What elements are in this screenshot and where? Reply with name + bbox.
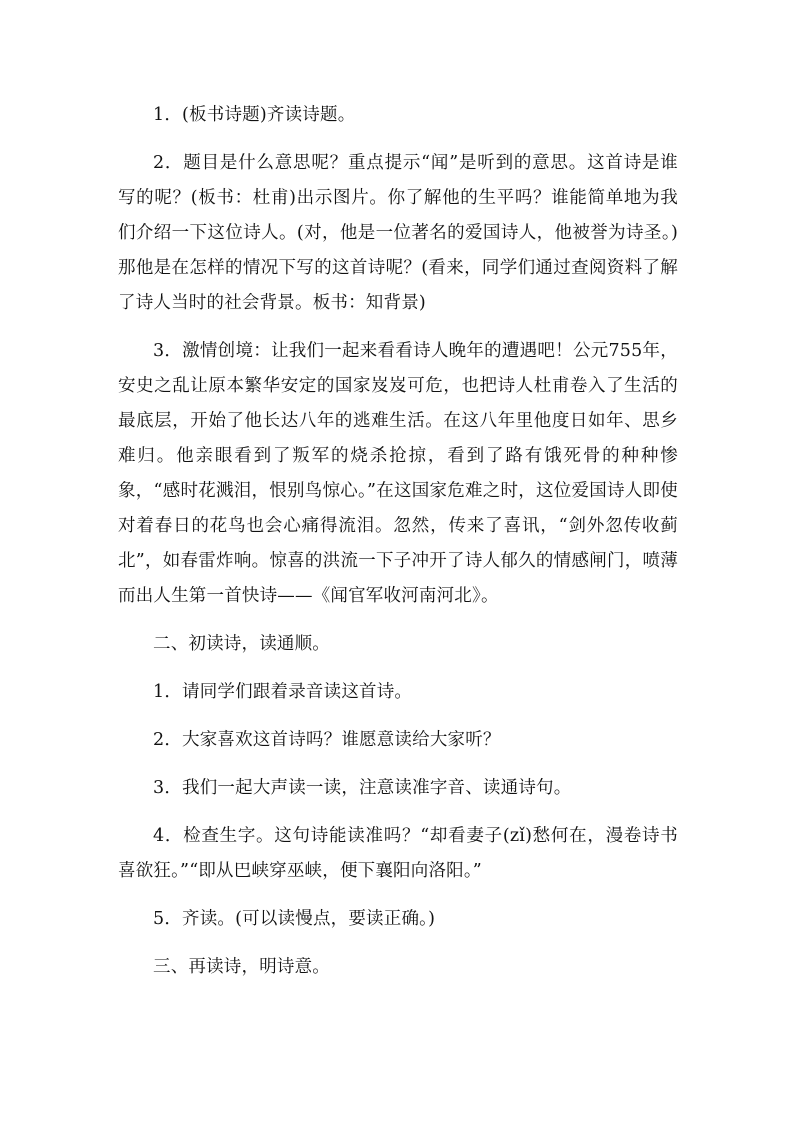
paragraph-1: 1．(板书诗题)齐读诗题。 xyxy=(153,105,356,125)
document-page xyxy=(118,98,678,998)
section-heading-3: 三、再读诗，明诗意。 xyxy=(153,957,330,977)
paragraph-7: 4．检查生字。这句诗能读准吗？“却看妻子(zǐ)愁何在，漫卷诗书喜欲狂。”“即从巴峡穿巫峡，便下襄阳向洛阳。” xyxy=(118,826,678,881)
paragraph-4: 1．请同学们跟着录音读这首诗。 xyxy=(153,682,413,702)
paragraph-5: 2．大家喜欢这首诗吗？谁愿意读给大家听？ xyxy=(153,730,501,750)
paragraph-3: 3．激情创境：让我们一起来看看诗人晚年的遭遇吧！公元755年，安史之乱让原本繁华安定的国家岌岌可危，也把诗人杜甫卷入了生活的最底层，开始了他长达八年的逃难生活。在这八年里他度日如年、思乡难归。他亲眼看到了叛军的烧杀抢掠，看到了路有饿死骨的种种惨象，“感时花溅泪，恨别鸟惊心。”在这国家危难之时，这位爱国诗人即使对着春日的花鸟也会心痛得流泪。忽然，传来了喜讯，“剑外忽传收蓟北”，如春雷炸响。惊喜的洪流一下子冲开了诗人郁久的情感闸门，喷薄而出人生第一首快诗——《闻官军收河南河北》。 xyxy=(118,341,678,606)
section-heading-2: 二、初读诗，读通顺。 xyxy=(153,634,330,654)
paragraph-6: 3．我们一起大声读一读，注意读准字音、读通诗句。 xyxy=(153,778,572,798)
paragraph-8: 5．齐读。(可以读慢点，要读正确。) xyxy=(153,909,436,929)
paragraph-2: 2．题目是什么意思呢？重点提示“闻”是听到的意思。这首诗是谁写的呢？(板书：杜甫)出示图片。你了解他的生平吗？谁能简单地为我们介绍一下这位诗人。(对，他是一位著名的爱国诗人，他被誉为诗圣。)那他是在怎样的情况下写的这首诗呢？(看来，同学们通过查阅资料了解了诗人当时的社会背景。板书：知背景) xyxy=(118,153,678,313)
